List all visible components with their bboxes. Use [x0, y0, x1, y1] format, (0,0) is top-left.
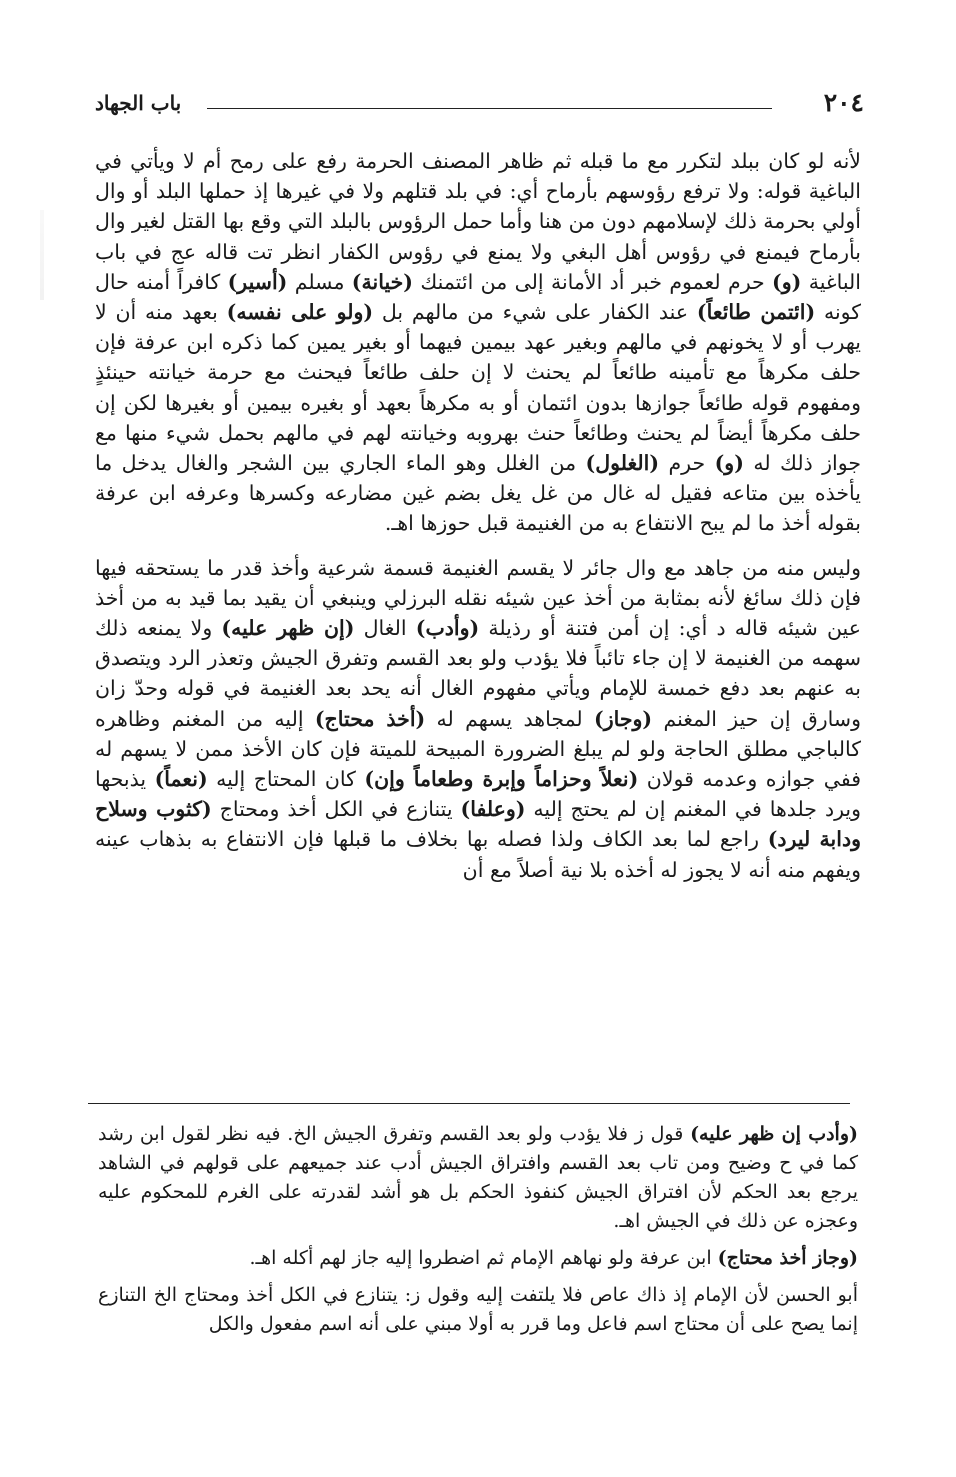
text-run: الغال — [354, 616, 416, 641]
header-rule — [207, 108, 772, 109]
page-header — [95, 86, 864, 122]
text-run: أبو الحسن لأن الإمام إذ ذاك عاص فلا يلتفت إليه وقول ز: يتنازع في الكل أخذ ومحتاج الخ التنازع إنما يصح على أن محتاج اسم فاعل وما قرر به أولا مبني على أنه اسم مفعول والكل — [98, 1284, 858, 1335]
bold-term: (أسير) — [227, 269, 288, 294]
footnote — [98, 1120, 858, 1236]
bold-term: (وجاز) — [594, 706, 653, 731]
main-text — [95, 146, 861, 885]
text-run: وليس منه من جاهد مع وال جائر لا يقسم الغنيمة قسمة شرعية وأخذ قدر ما يستحقه فيها فإن ذلك سائغ لأنه بمثابة من أخذ عين شيئه نقله البرزلي وينبغي أن يقيد بما قيد به من أخذ عين شيئه قاله د أي: إن أمن فتنة أو رذيلة — [95, 555, 861, 641]
text-run: يذبحها ويرد جلدها في المغنم إن لم يحتج إليه — [95, 767, 861, 822]
footnote-separator — [88, 1103, 850, 1104]
page-number: ٢٠٤ — [823, 88, 864, 117]
bold-term: (أخذ محتاج) — [314, 706, 426, 731]
main-paragraph — [95, 146, 861, 539]
text-run: من الغلل وهو الماء الجاري بين الشجر والغال يدخل ما يأخذه بين متاعه فقيل له غال من غل يغل بضم غين مضارعه وكسرها وعرفه ابن عرفة بقوله أخذ ما لم يبح الانتفاع به من الغنيمة قبل حوزها اهـ. — [95, 451, 861, 536]
bold-term: (ائتمن طائعاً) — [696, 300, 816, 325]
bold-term: (و) — [714, 451, 744, 476]
bold-term: (وجاز أخذ محتاج) — [717, 1247, 858, 1269]
text-run: عند الكفار على شيء من مالهم بل — [373, 300, 697, 325]
footnote — [98, 1244, 858, 1273]
text-run: ولا يمنعه ذلك سهمه من الغنيمة لا إن جاء تائباً فلا يؤدب ولو بعد القسم وتفرق الجيش وتعذر الرد ويتصدق به عنهم بعد دفع خمسة للإمام ويأتي مفهوم الغال أنه يحد بعد الغنيمة في قوله وحدّ زان وسارق إن حيز المغنم — [95, 616, 861, 731]
bold-term: (خيانة) — [351, 269, 413, 294]
bold-term: (الغلول) — [585, 451, 660, 476]
bold-term: (نعلاً وحزاماً وإبرة وطعاماً وإن) — [364, 767, 639, 792]
text-run: كان المحتاج إليه — [207, 767, 365, 792]
bold-term: (وأدب) — [415, 616, 480, 641]
text-run: كافراً أمنه حال كونه — [95, 269, 862, 325]
running-title: باب الجهاد — [95, 91, 182, 115]
text-run: حرم لعموم خبر أد الأمانة إلى من ائتمنك — [413, 269, 773, 294]
footnote — [98, 1281, 858, 1339]
bold-term: (ولو على نفسه) — [226, 300, 374, 325]
text-run: مسلم — [287, 269, 352, 294]
text-run: إليه من المغنم وظاهره كالباجي مطلق الحاجة ولو لم يبلغ الضرورة المبيحة للميتة فإن كان الأخذ ممن لا يسهم له ففي جوازه وعدمه قولان — [95, 706, 862, 792]
bold-term: (وأدب إن ظهر عليه) — [690, 1123, 858, 1145]
bold-term: (نعماً) — [154, 767, 208, 792]
bold-term: (و) — [772, 269, 802, 294]
scan-mark — [40, 210, 44, 300]
text-run: قول ز فلا يؤدب ولو بعد القسم وتفرق الجيش الخ. فيه نظر لقول ابن رشد كما في ح وضيح ومن تاب بعد القسم وافتراق الجيش أدب عند جميعهم على قولهم في الشاهد يرجع بعد الحكم لأن افتراق الجيش كنفوذ الحكم بل هو أشد لقدرته على الغرم للمحكوم عليه وعجزه عن ذلك في الجيش اهـ. — [98, 1123, 858, 1232]
text-run: ابن عرفة ولو نهاهم الإمام ثم اضطروا إليه جاز لهم أكله اهـ. — [249, 1247, 718, 1269]
text-run: بعهد منه أن لا يهرب أو لا يخونهم في مالهم وبغير عهد بيمين فيهما أو بغير يمين كما ذكره ابن عرفة فإن حلف مكرهاً مع تأمينه طائعاً لم يحنث لا إن حلف طائعاً فيحنث مع حرمة خيانته حينئذٍ ومفهوم قوله طائعاً جوازها بدون ائتمان أو به مكرهاً بعهد أو بغيره بيمين أو بغيرها لكن إن حلف مكرهاً أيضاً لم يحنث وطائعاً حنث بهروبه وخيانته لهم في مالهم بحمل شيء منها مع جواز ذلك له — [95, 300, 861, 476]
bold-term: (كثوب وسلاح ودابة ليرد) — [95, 797, 861, 852]
text-run: يتنازع في الكل أخذ ومحتاج — [211, 797, 461, 822]
text-run: راجع لما بعد الكاف ولذا فصله بها بخلاف ما قبلها فإن الانتفاع به بذهاب عينه ويفهم منه أنه لا يجوز له أخذه بلا نية أصلاً مع أن — [95, 827, 861, 882]
main-paragraph — [95, 553, 861, 885]
text-run: لمجاهد يسهم له — [425, 706, 594, 731]
bold-term: (إن ظهر عليه) — [221, 616, 355, 641]
text-run: حرم — [659, 451, 715, 476]
bold-term: (وعلفا) — [460, 797, 526, 822]
footnotes — [98, 1120, 858, 1339]
text-run: لأنه لو كان ببلد لتكرر مع ما قبله ثم ظاهر المصنف الحرمة رفع على رمح أم لا ويأتي في الباغية قوله: ولا ترفع رؤوسهم بأرماح أي: في بلد قتلهم ولا في غيرها إذ حملها البلد أو وال أولي بحرمة ذلك لإسلامهم دون من هنا وأما حمل الرؤوس بالبلد التي وقع بها القتل لغير وال بأرماح فيمنع في رؤوس أهل البغي ولا يمنع في رؤوس الكفار انظر تت قاله عج في باب الباغية — [95, 149, 861, 294]
